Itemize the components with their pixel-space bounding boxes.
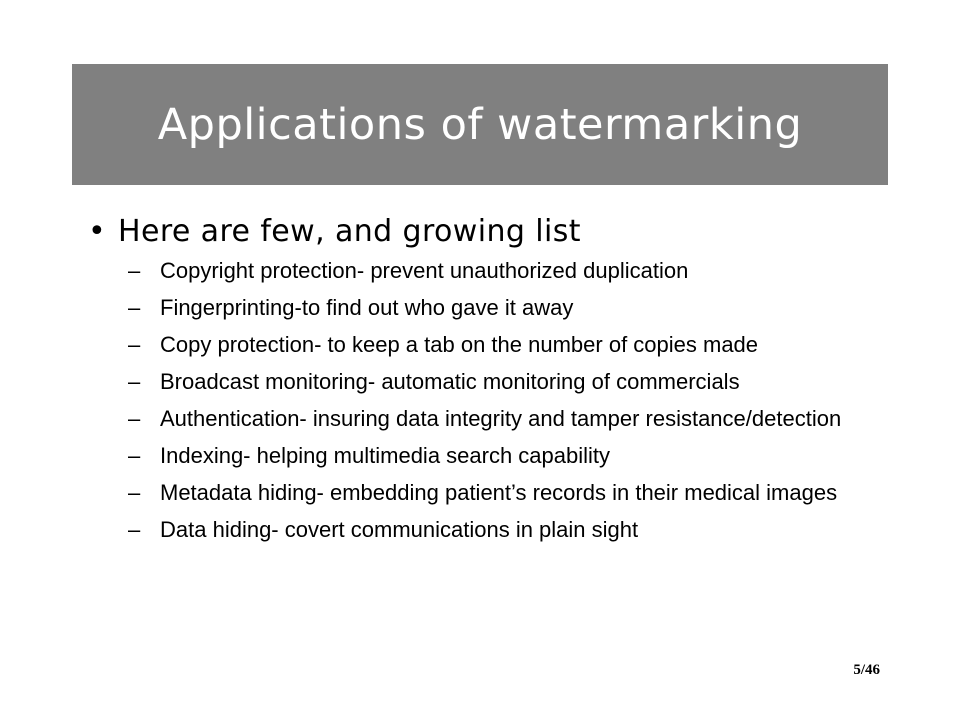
sub-bullet-text: Copy protection- to keep a tab on the number of copies made <box>160 332 759 357</box>
title-bar <box>72 64 888 185</box>
sub-bullet-item <box>128 406 888 431</box>
sub-bullet-text: Indexing- helping multimedia search capability <box>160 443 611 468</box>
sub-bullet-text: Authentication- insuring data integrity and tamper resistance/detection <box>160 406 842 431</box>
sub-bullet-text: Fingerprinting-to find out who gave it away <box>160 295 574 320</box>
sub-bullet-text: Metadata hiding- embedding patient’s records in their medical images <box>160 480 838 505</box>
main-bullet <box>88 214 581 249</box>
sub-bullet-item <box>128 295 888 320</box>
bullet-marker: • <box>88 214 106 249</box>
sub-bullet-item <box>128 369 888 394</box>
sub-bullet-text: Data hiding- covert communications in plain sight <box>160 517 639 542</box>
sub-bullet-item <box>128 258 888 283</box>
sub-bullet-item <box>128 443 888 468</box>
sub-bullet-item <box>128 332 888 357</box>
dash-marker: – <box>128 517 141 542</box>
dash-marker: – <box>128 480 141 505</box>
dash-marker: – <box>128 406 141 431</box>
dash-marker: – <box>128 332 141 357</box>
sub-bullet-text: Copyright protection- prevent unauthorized duplication <box>160 258 689 283</box>
sub-bullet-item <box>128 517 888 542</box>
sub-bullet-list <box>128 258 888 554</box>
sub-bullet-text: Broadcast monitoring- automatic monitoring of commercials <box>160 369 740 394</box>
slide-title: Applications of watermarking <box>157 99 803 150</box>
dash-marker: – <box>128 258 141 283</box>
page-number: 5/46 <box>853 662 880 678</box>
dash-marker: – <box>128 369 141 394</box>
main-bullet-text: Here are few, and growing list <box>118 214 581 249</box>
dash-marker: – <box>128 443 141 468</box>
dash-marker: – <box>128 295 141 320</box>
sub-bullet-item <box>128 480 888 505</box>
